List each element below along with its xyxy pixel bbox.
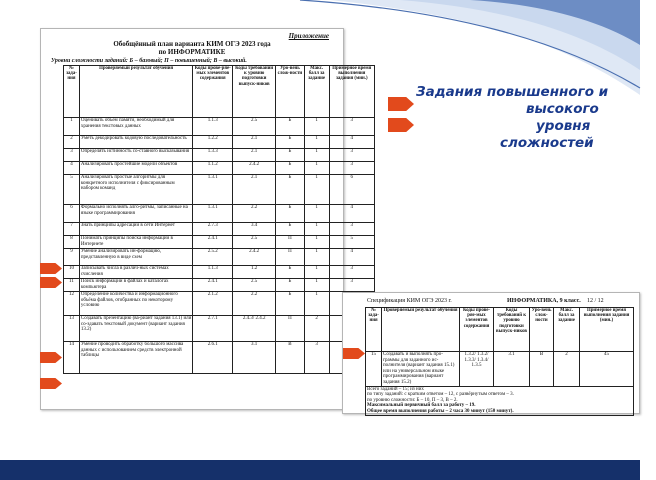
task-level: Б — [276, 292, 304, 316]
task-requirements: 1.2 — [233, 266, 276, 279]
col-elements: Коды прове-ряе-мых элементов содержания — [460, 308, 494, 352]
bottom-bar — [0, 460, 640, 480]
task-number: 12 — [64, 292, 80, 316]
task-result: Умение анализировать ин-формацию, представленную в виде схем — [79, 249, 193, 266]
task-max-ball: 1 — [304, 118, 329, 136]
spec-subject: ИНФОРМАТИКА, 9 класс. — [507, 298, 581, 304]
col-result: Проверяемый результат обучения — [382, 308, 460, 352]
task-elements: 2.6.1 — [193, 342, 233, 374]
task-requirements: 2.4.2 — [233, 249, 276, 266]
summary-line: Максимальный первичный балл за работу – 19. — [367, 403, 476, 409]
task-time: 3 — [329, 149, 374, 162]
task-result: Определять истинность со-ставного высказывания — [79, 149, 193, 162]
table-row — [64, 223, 375, 236]
callout-line-2: высокого — [526, 101, 599, 117]
table-row — [64, 279, 375, 292]
spec-table — [365, 307, 634, 416]
col-max-ball: Макс. балл за задание — [554, 308, 580, 352]
col-requirements: Коды требований к уровню подготовки выпуск-ников — [494, 308, 530, 352]
appendix-label: Приложение — [288, 32, 329, 40]
task-level: Б — [276, 149, 304, 162]
task-time: 45 — [580, 352, 634, 387]
task-result: Определение количества и информационного объёма файлов, отобранных по некоторому условию — [79, 292, 193, 316]
task-number: 5 — [64, 175, 80, 205]
task-level: Б — [276, 175, 304, 205]
task-requirements: 2.5 — [233, 236, 276, 249]
task-number: 10 — [64, 266, 80, 279]
task-level: В — [276, 342, 304, 374]
task-elements: 2.5.2 — [193, 249, 233, 266]
task-number: 9 — [64, 249, 80, 266]
task-number: 6 — [64, 205, 80, 223]
task-time: 4 — [329, 136, 374, 149]
task-elements: 2.4.1 — [193, 279, 233, 292]
task-max-ball: 1 — [304, 292, 329, 316]
task-max-ball: 1 — [304, 266, 329, 279]
task-level: П — [276, 249, 304, 266]
task-max-ball: 1 — [304, 205, 329, 223]
col-level: Уро-вень слож-ности — [276, 66, 304, 118]
summary-line: по типу заданий: с кратким ответом – 12, с развёрнутым ответом – 3. — [367, 392, 514, 398]
task-elements: 1.1.3 — [193, 266, 233, 279]
callout-line-4: сложностей — [500, 135, 594, 151]
task-elements: 2.1.2 — [193, 292, 233, 316]
summary-row — [366, 386, 634, 415]
task-max-ball: 1 — [304, 175, 329, 205]
task-number: 7 — [64, 223, 80, 236]
task-requirements: 2.2 — [233, 205, 276, 223]
summary-line: Общее время выполнения работы – 2 часа 30 минут (150 минут). — [367, 408, 514, 414]
col-requirements: Коды требований к уровню подготовки выпуск-ников — [233, 66, 276, 118]
task-level: Б — [276, 279, 304, 292]
summary-line: Всего заданий – 15; из них — [367, 386, 424, 392]
task-time: 3 — [329, 223, 374, 236]
task-result: Записывать числа в различ-ных системах счисления — [79, 266, 193, 279]
task-number: 13 — [64, 316, 80, 342]
task-elements: 1.1.2 — [193, 162, 233, 175]
title-line-2: по ИНФОРМАТИКЕ — [158, 48, 226, 56]
task-time: 4 — [329, 205, 374, 223]
table-row — [64, 118, 375, 136]
difficulty-legend: Уровни сложности заданий: Б – базовый; П – повышенный; В – высокий. — [51, 58, 247, 64]
table-row — [366, 352, 634, 387]
task-level: П — [276, 236, 304, 249]
col-time: Примерное время выполнения задания (мин.) — [329, 66, 374, 118]
task-result: Создавать и выполнять про-граммы для заданного ис-полнителя (вариант задания 15.1) или на универсальном языке программирования (вариант задания 15.2) — [382, 352, 460, 387]
plan-table — [63, 65, 375, 374]
task-level: Б — [276, 223, 304, 236]
table-row — [64, 316, 375, 342]
spec-header-row — [366, 308, 634, 352]
task-result: Формально исполнять алго-ритмы, записанные на языке программирования — [79, 205, 193, 223]
task-requirements: 2.5 — [233, 279, 276, 292]
callout-line-3: уровня — [536, 118, 591, 134]
task-result: Уметь декодировать кодовую последовательность — [79, 136, 193, 149]
task-level: Б — [276, 205, 304, 223]
task-max-ball: 2 — [304, 316, 329, 342]
task-requirements: 3.4 — [233, 223, 276, 236]
task-elements: 1.3.1 — [193, 175, 233, 205]
task-max-ball: 1 — [304, 279, 329, 292]
task-requirements: 2.4.3/ 2.4.2 — [233, 316, 276, 342]
task-level: Б — [276, 136, 304, 149]
task-result: Создавать презентацию (ва-риант задания 13.1) или со-здавать текстовый документ (вариант задания 13.2) — [79, 316, 193, 342]
task-number: 3 — [64, 149, 80, 162]
task-result: Знать принципы адресации в сети Интернет — [79, 223, 193, 236]
document-title — [41, 40, 343, 56]
plan-table-body — [64, 118, 375, 374]
generalized-plan-document — [40, 28, 372, 410]
task-result: Умение проводить обработку большого массива данных с использованием средств электронной таблицы — [79, 342, 193, 374]
task-elements: 1.3.1 — [193, 205, 233, 223]
task-level: Б — [276, 266, 304, 279]
task-level: Б — [276, 162, 304, 175]
spec-title: Спецификация КИМ ОГЭ 2023 г. — [367, 298, 452, 304]
task-requirements: 2.2 — [233, 292, 276, 316]
task-result: Оценивать объём памяти, необходимый для хранения текстовых данных — [79, 118, 193, 136]
task-number: 2 — [64, 136, 80, 149]
task-time: 6 — [329, 175, 374, 205]
task-result: Понимать принципы поиска информации в Интернете — [79, 236, 193, 249]
table-row — [64, 162, 375, 175]
task-number: 1 — [64, 118, 80, 136]
task-level: Б — [276, 118, 304, 136]
task-number: 8 — [64, 236, 80, 249]
table-header-row — [64, 66, 375, 118]
task-elements: 1.3.2/ 1.3.2/ 1.3.3/ 1.3.4/ 1.3.5 — [460, 352, 494, 387]
col-max-ball: Макс. балл за задание — [304, 66, 329, 118]
callout-text — [416, 84, 656, 152]
specification-document — [342, 292, 640, 414]
summary-cell — [366, 386, 634, 415]
task-time: 3 — [329, 266, 374, 279]
task-time: 3 — [329, 118, 374, 136]
task-requirements: 3.1 — [494, 352, 530, 387]
task-elements: 1.2.2 — [193, 136, 233, 149]
task-max-ball: 1 — [304, 223, 329, 236]
callout-line-1: Задания повышенного и — [416, 84, 609, 100]
task-time: 4 — [329, 249, 374, 266]
task-requirements: 2.1 — [233, 136, 276, 149]
task-max-ball: 1 — [304, 236, 329, 249]
task-elements: 1.1.3 — [193, 118, 233, 136]
task-number: 4 — [64, 162, 80, 175]
table-row — [64, 236, 375, 249]
task-number: 14 — [64, 342, 80, 374]
table-row — [64, 266, 375, 279]
task-requirements: 3.1 — [233, 342, 276, 374]
task-max-ball: 1 — [304, 162, 329, 175]
task-requirements: 2.1 — [233, 149, 276, 162]
col-result: Проверяемый результат обучения — [79, 66, 193, 118]
task-max-ball: 1 — [304, 149, 329, 162]
task-elements: 1.3.3 — [193, 149, 233, 162]
col-elements: Коды прове-ряе-мых элементов содержания — [193, 66, 233, 118]
task-requirements: 2.1 — [233, 175, 276, 205]
task-requirements: 2.4.2 — [233, 162, 276, 175]
table-row — [64, 249, 375, 266]
task-requirements: 2.5 — [233, 118, 276, 136]
task-time: 3 — [329, 162, 374, 175]
col-level: Уро-вень слож-ности — [530, 308, 554, 352]
task-number: 11 — [64, 279, 80, 292]
table-row — [64, 292, 375, 316]
table-row — [64, 342, 375, 374]
table-row — [64, 136, 375, 149]
summary-line: по уровню сложности: Б – 10, П – 3, В – 2. — [367, 397, 458, 403]
task-max-ball: 2 — [554, 352, 580, 387]
spec-page-number: 12 / 12 — [587, 298, 604, 304]
col-time: Примерное время выполнения задания (мин.) — [580, 308, 634, 352]
task-max-ball: 3 — [304, 342, 329, 374]
task-result: Анализировать простейшие модели объектов — [79, 162, 193, 175]
col-number: № зада-ния — [366, 308, 382, 352]
table-row — [64, 175, 375, 205]
task-level: П — [276, 316, 304, 342]
task-elements: 2.4.1 — [193, 236, 233, 249]
task-level: В — [530, 352, 554, 387]
task-elements: 2.7.3 — [193, 223, 233, 236]
task-result: Анализировать простые алгоритмы для конкретного исполнителя с фиксированным набором команд — [79, 175, 193, 205]
task-number: 15 — [366, 352, 382, 387]
task-result: Поиск информации в файлах и каталогах компьютера — [79, 279, 193, 292]
task-max-ball: 1 — [304, 136, 329, 149]
title-line-1: Обобщённый план варианта КИМ ОГЭ 2023 года — [113, 40, 271, 48]
col-number: № зада-ния — [64, 66, 80, 118]
task-max-ball: 1 — [304, 249, 329, 266]
table-row — [64, 149, 375, 162]
task-time: 5 — [329, 236, 374, 249]
task-elements: 2.7.1 — [193, 316, 233, 342]
spec-header — [367, 298, 604, 304]
table-row — [64, 205, 375, 223]
task-time: 3 — [329, 279, 374, 292]
